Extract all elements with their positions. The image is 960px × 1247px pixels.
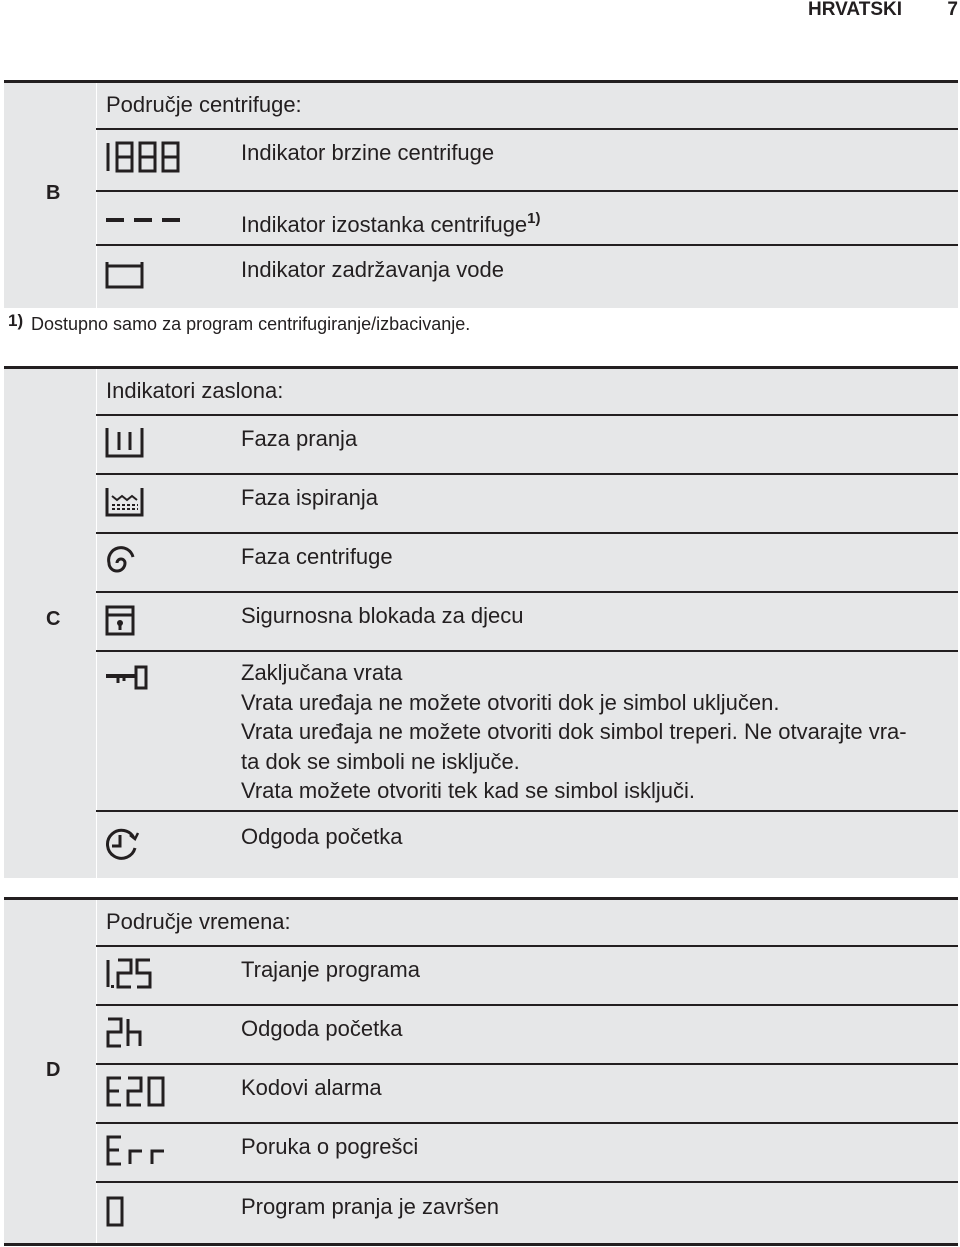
table-row — [96, 473, 958, 532]
section-title: Područje centrifuge: — [106, 92, 302, 117]
row-separator — [96, 414, 958, 416]
table-row — [96, 591, 958, 650]
row-label: Poruka o pogrešci — [241, 1134, 419, 1159]
footnote — [4, 308, 958, 341]
row-label-line: Sigurnosna blokada za djecu — [241, 603, 524, 628]
row-separator — [96, 1004, 958, 1006]
row-label — [241, 601, 946, 631]
table-row — [96, 1063, 958, 1122]
row-label: Indikator zadržavanja vode — [241, 257, 504, 282]
footnote-text: Dostupno samo za program centrifugiranje/izbacivanje. — [31, 314, 471, 334]
row-label-line: ta dok se simboli ne isključe. — [241, 748, 520, 774]
section-title: Područje vremena: — [106, 909, 291, 934]
row-separator — [96, 128, 958, 130]
row-label-line: Zaključana vrata — [241, 660, 403, 685]
row-separator — [96, 244, 958, 246]
section-bottom-rule — [4, 1243, 958, 1246]
footnote-mark: 1) — [8, 311, 24, 330]
table-row — [96, 190, 958, 244]
table-row — [96, 1122, 958, 1181]
row-separator — [96, 591, 958, 593]
table-row — [96, 414, 958, 473]
program-end-display-icon — [104, 1195, 130, 1234]
row-label-line: Vrata možete otvoriti tek kad se simbol isključi. — [241, 778, 696, 803]
delay-start-clock-icon — [104, 826, 140, 867]
row-label-line: Faza pranja — [241, 426, 358, 451]
child-lock-icon — [104, 604, 138, 643]
row-label — [241, 204, 946, 240]
table-row — [96, 1004, 958, 1063]
page-number: 7 — [947, 0, 958, 20]
section-title: Indikatori zaslona: — [106, 378, 284, 403]
section-letter: B — [46, 182, 61, 204]
section-letter: D — [46, 1059, 61, 1081]
row-separator — [96, 810, 958, 812]
alarm-code-display-icon — [104, 1075, 174, 1114]
row-label — [241, 424, 946, 454]
row-label: Trajanje programa — [241, 957, 420, 982]
row-label: Indikator brzine centrifuge — [241, 140, 495, 165]
delay-hours-display-icon — [104, 1016, 154, 1055]
row-label-line: Odgoda početka — [241, 824, 403, 849]
speed-display-icon — [104, 140, 184, 179]
table-row — [96, 945, 958, 1004]
row-label — [241, 658, 946, 806]
row-label-line: Faza ispiranja — [241, 485, 378, 510]
wash-phase-icon — [104, 424, 146, 465]
row-separator — [96, 1181, 958, 1183]
spin-phase-icon — [104, 546, 138, 585]
footnote-mark: 1) — [527, 210, 541, 227]
row-label — [241, 822, 946, 852]
section-b — [4, 80, 958, 308]
rinse-hold-icon — [104, 260, 146, 295]
row-label — [241, 483, 946, 513]
row-separator — [96, 1063, 958, 1065]
row-separator — [96, 650, 958, 652]
row-separator — [96, 945, 958, 947]
row-label: Program pranja je završen — [241, 1194, 500, 1219]
language-label: HRVATSKI — [808, 0, 902, 20]
row-label-text: Indikator izostanka centrifuge — [241, 212, 528, 237]
row-label-line: Vrata uređaja ne možete otvoriti dok je simbol uključen. — [241, 689, 780, 715]
table-row — [96, 1181, 958, 1243]
row-separator — [96, 190, 958, 192]
page-header — [660, 0, 960, 22]
door-lock-key-icon — [104, 664, 152, 697]
section-c — [4, 366, 958, 878]
row-separator — [96, 532, 958, 534]
row-separator — [96, 1122, 958, 1124]
program-duration-display-icon — [104, 957, 164, 996]
section-d — [4, 897, 958, 1243]
row-label-line: Faza centrifuge — [241, 544, 393, 569]
table-row — [96, 810, 958, 878]
table-row — [96, 650, 958, 810]
table-row — [96, 244, 958, 308]
row-label — [241, 542, 946, 572]
table-row — [96, 532, 958, 591]
table-row — [96, 128, 958, 182]
no-spin-dashes-icon — [104, 210, 184, 235]
rinse-phase-icon — [104, 485, 146, 524]
row-label: Kodovi alarma — [241, 1075, 382, 1100]
section-letter: C — [46, 608, 61, 630]
error-message-display-icon — [104, 1134, 174, 1173]
row-label-line: Vrata uređaja ne možete otvoriti dok simbol treperi. Ne otvarajte vra- — [241, 719, 907, 744]
row-label: Odgoda početka — [241, 1016, 403, 1041]
row-separator — [96, 473, 958, 475]
